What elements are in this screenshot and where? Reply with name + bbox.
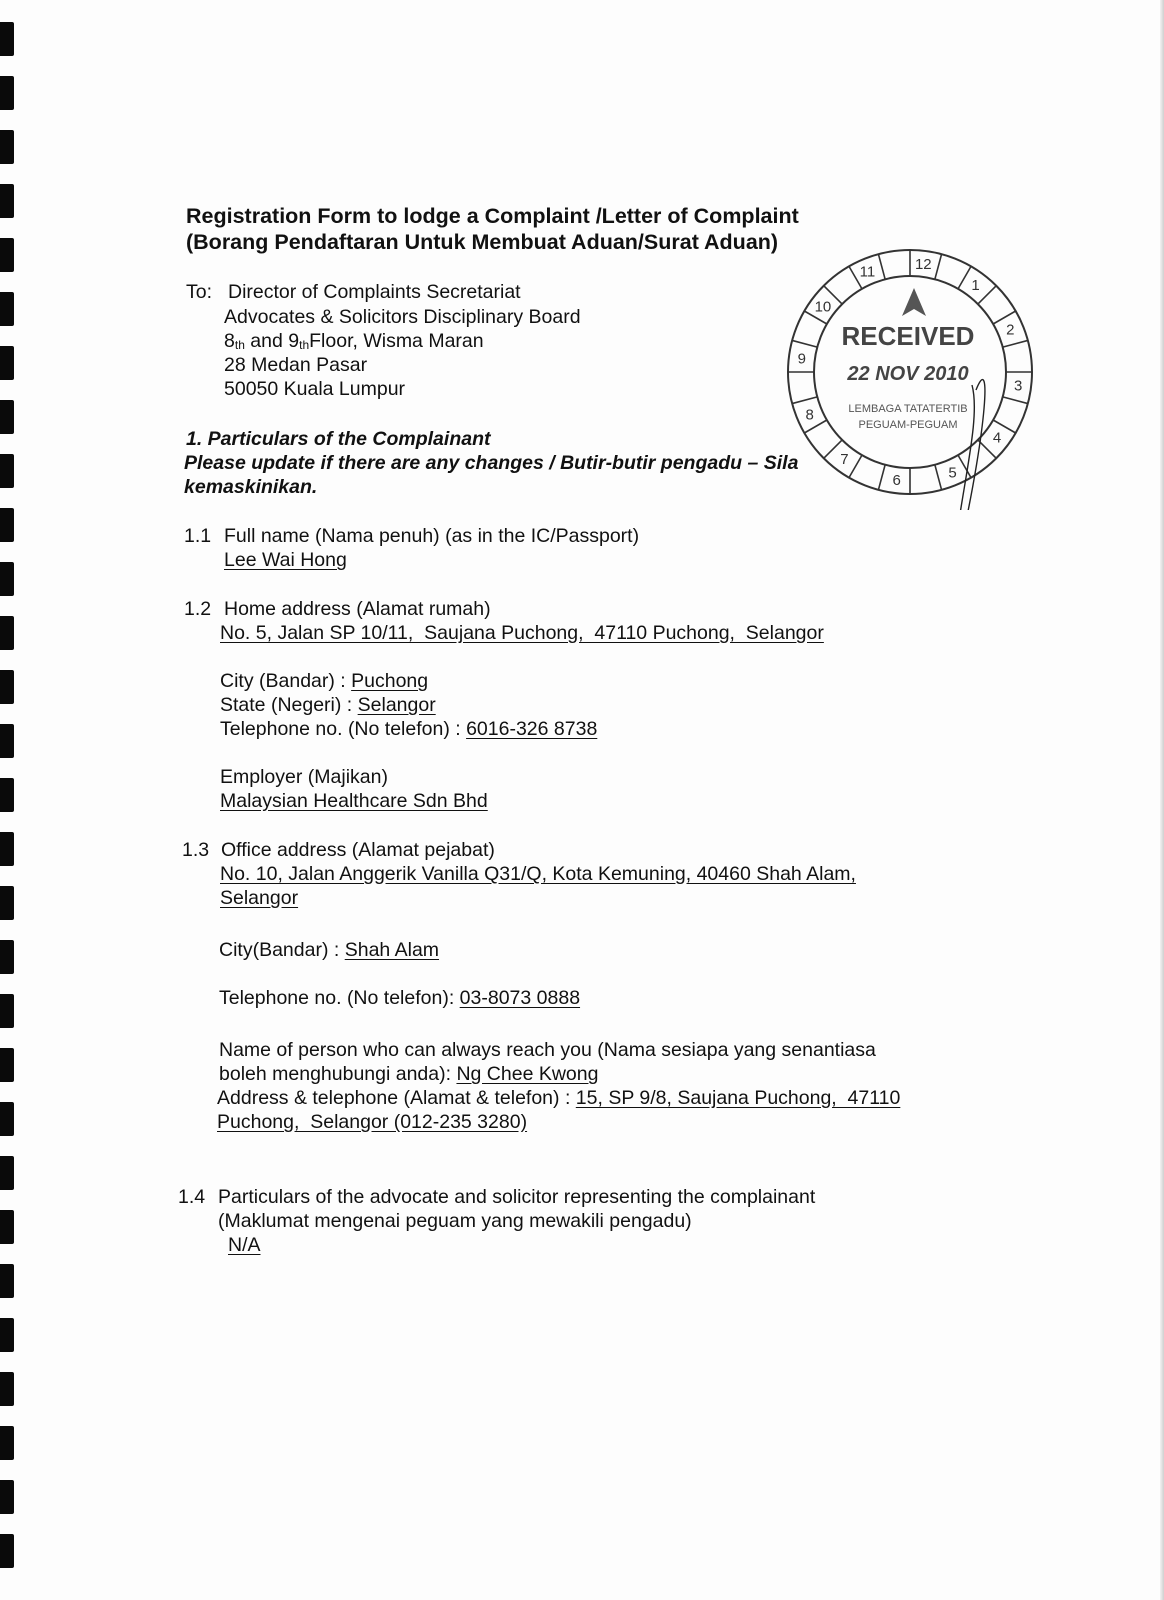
binding-hole [0,1372,14,1406]
contact-person-value: Ng Chee Kwong [456,1063,599,1085]
binding-hole [0,238,14,272]
binding-hole [0,22,14,56]
binding-hole [0,940,14,974]
stamp-dial-tick [1003,397,1028,404]
binding-hole [0,1426,14,1460]
binding-hole [0,886,14,920]
home-city-label: City (Bandar) : [220,670,346,692]
form-title-english: Registration Form to lodge a Complaint /Letter of Complaint [186,204,799,228]
stamp-dial-number: 10 [814,298,832,316]
recipient-line-3: $8_{th}$ and $9_{th}Floor$, Wisma Maran [224,330,484,352]
stamp-dial-tick [792,397,817,404]
office-telephone [219,986,580,1010]
stamp-dial-number: 4 [992,429,1002,447]
advocate-particulars-label-cont: (Maklumat mengenai peguam yang mewakili pengadu) [218,1210,692,1232]
stamp-org-line-2: PEGUAM-PEGUAM [858,419,958,431]
section-1-heading: 1. Particulars of the Complainant [186,428,491,450]
full-name-label: Full name (Nama penuh) (as in the IC/Passport) [224,525,640,547]
office-city-value: Shah Alam [344,939,440,961]
stamp-dial-tick [978,286,996,304]
binding-hole [0,130,14,164]
item-1-2-number: 1.2 [184,598,212,620]
binding-hole [0,994,14,1028]
contact-address-value-cont: Puchong, Selangor (012-235 3280) [217,1111,528,1133]
contact-address [217,1086,900,1110]
stamp-dial-number: 12 [914,255,932,273]
stamp-dial-number: 5 [948,464,957,482]
home-telephone-value: 6016-326 8738 [466,718,598,740]
stamp-dial-number: 11 [859,263,876,281]
stamp-dial-tick [958,266,971,289]
recipient-line-2: Advocates & Solicitors Disciplinary Board [224,306,581,328]
home-state [220,693,436,717]
binding-hole [0,616,14,650]
signature-mark [956,380,985,510]
binding-hole [0,184,14,218]
office-city [219,938,439,962]
item-1-1-number: 1.1 [184,525,212,547]
section-1-note-cont: kemaskinikan. [184,476,318,498]
binding-hole [0,1210,14,1244]
binding-hole [0,1048,14,1082]
recipient-line-4: 28 Medan Pasar [224,354,368,376]
office-address-value: No. 10, Jalan Anggerik Vanilla Q31/Q, Kota Kemuning, 40460 Shah Alam, [220,863,856,885]
binding-hole [0,1102,14,1136]
home-city-value: Puchong [351,670,429,692]
employer-value: Malaysian Healthcare Sdn Bhd [220,790,488,812]
page-edge [1160,0,1164,1600]
home-telephone-label: Telephone no. (No telefon) : [220,718,461,740]
binding-hole [0,76,14,110]
employer-label: Employer (Majikan) [220,766,388,788]
binding-hole [0,562,14,596]
binding-hole [0,292,14,326]
contact-address-label: Address & telephone (Alamat & telefon) : [217,1087,571,1109]
stamp-date: 22 NOV 2010 [847,363,969,385]
home-address-label: Home address (Alamat rumah) [224,598,491,620]
stamp-dial-number: 9 [797,350,806,368]
stamp-dial-number: 7 [840,451,849,469]
recipient-line-1: Director of Complaints Secretariat [228,281,521,303]
binding-hole [0,346,14,380]
binding-hole [0,454,14,488]
advocate-particulars-value: N/A [228,1234,261,1256]
stamp-dial-tick [849,455,862,478]
stamp-dial-tick [1003,340,1028,347]
binding-hole [0,1318,14,1352]
stamp-dial-tick [878,465,885,490]
home-telephone [220,717,597,741]
to-label: To: [186,281,213,303]
stamp-dial-tick [878,254,885,279]
home-city [220,669,428,693]
stamp-dial-number: 1 [971,276,980,294]
home-address-value: No. 5, Jalan SP 10/11, Saujana Puchong, 47110 Puchong, Selangor [220,622,824,644]
office-address-label: Office address (Alamat pejabat) [221,839,495,861]
contact-person-label: Name of person who can always reach you (Nama sesiapa yang senantiasa [219,1039,876,1061]
binding-hole [0,400,14,434]
form-title-malay: (Borang Pendaftaran Untuk Membuat Aduan/Surat Aduan) [186,230,779,254]
contact-person [219,1062,598,1086]
recipient-line-5: 50050 Kuala Lumpur [224,378,406,400]
home-state-label: State (Negeri) : [220,694,353,716]
stamp-dial-tick [792,340,817,347]
stamp-received-text: RECEIVED [841,321,975,351]
office-city-label: City(Bandar) : [219,939,340,961]
contact-person-label-cont: boleh menghubungi anda): [219,1063,452,1085]
binding-hole [0,1156,14,1190]
stamp-dial-number: 6 [892,472,901,490]
full-name-value: Lee Wai Hong [224,549,347,571]
item-1-4-number: 1.4 [178,1186,206,1208]
advocate-particulars-label: Particulars of the advocate and solicitor representing the complainant [218,1186,816,1208]
binding-hole [0,832,14,866]
binding-hole [0,1534,14,1568]
stamp-emblem-icon [902,288,926,316]
stamp-dial-tick [935,254,942,279]
binding-hole [0,670,14,704]
stamp-org-line-1: LEMBAGA TATATERTIB [848,403,968,415]
binding-hole [0,508,14,542]
stamp-dial-tick [935,465,942,490]
office-address-value-cont: Selangor [220,887,299,909]
binding-hole [0,1480,14,1514]
stamp-dial-number: 2 [1006,321,1015,339]
binding-hole [0,724,14,758]
spiral-binding-holes [0,0,40,1600]
stamp-dial-number: 3 [1014,377,1023,395]
section-1-note: Please update if there are any changes / Butir-butir pengadu – Sila [184,452,799,474]
stamp-dial-number: 8 [805,406,814,424]
office-telephone-value: 03-8073 0888 [459,987,581,1009]
item-1-3-number: 1.3 [182,839,210,861]
binding-hole [0,1264,14,1298]
office-telephone-label: Telephone no. (No telefon): [219,987,455,1009]
contact-address-value: 15, SP 9/8, Saujana Puchong, 47110 [575,1087,901,1109]
binding-hole [0,778,14,812]
received-stamp [780,240,1040,510]
home-state-value: Selangor [357,694,436,716]
